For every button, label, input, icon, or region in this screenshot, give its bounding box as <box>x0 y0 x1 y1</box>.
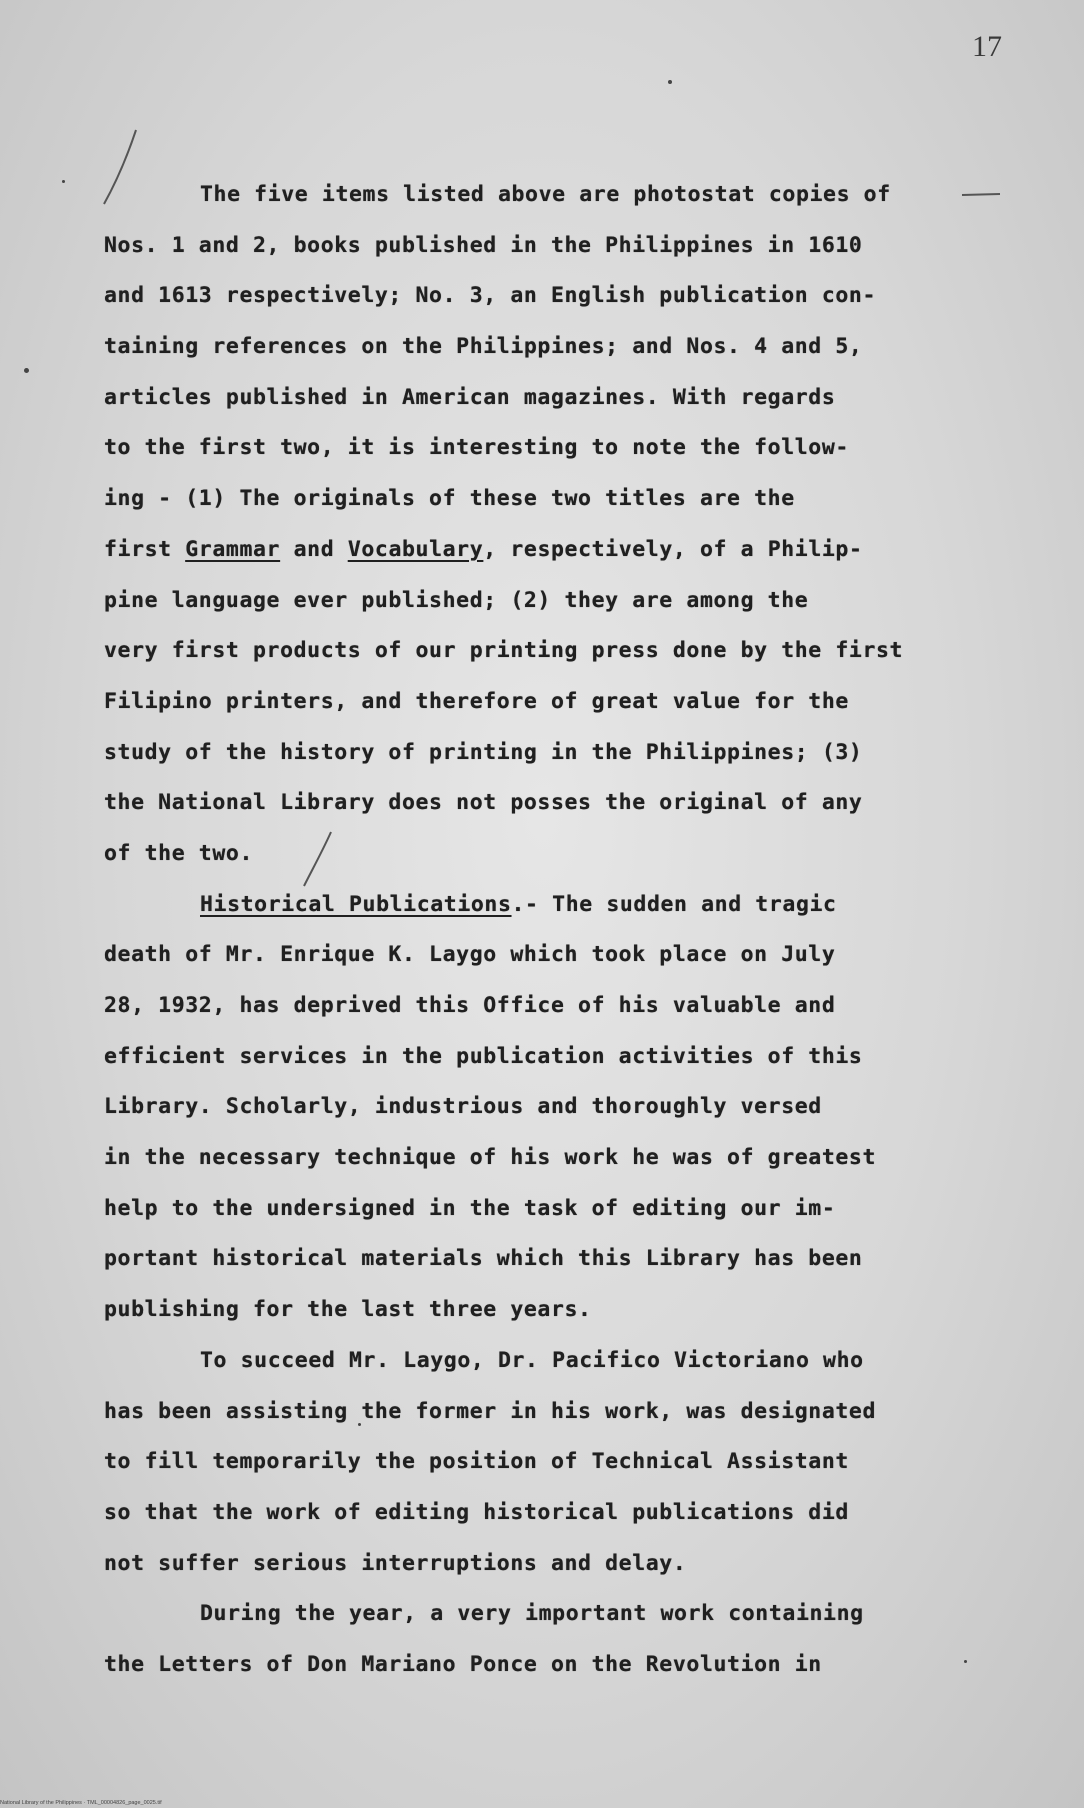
text-line: first Grammar and Vocabulary, respectively, of a Philip- <box>104 536 863 562</box>
text-line: so that the work of editing historical publications did <box>104 1499 849 1525</box>
text-line: publishing for the last three years. <box>104 1297 592 1323</box>
text-line: and 1613 respectively; No. 3, an English publication con- <box>104 283 877 309</box>
text-line: study of the history of printing in the Philippines; (3) <box>104 739 863 765</box>
text-line: pine language ever published; (2) they are among the <box>104 587 809 613</box>
text-line: Historical Publications.- The sudden and tragic <box>200 891 837 917</box>
text-line: efficient services in the publication activities of this <box>104 1043 863 1069</box>
text-line: very first products of our printing press done by the first <box>104 638 904 664</box>
text-line: of the two. <box>104 840 253 866</box>
archive-caption: National Library of the Philippines · TML_00004826_page_0025.tif <box>0 1800 162 1806</box>
text-line: During the year, a very important work containing <box>200 1601 864 1627</box>
underlined-term: Historical Publications <box>200 891 512 917</box>
text-line: Library. Scholarly, industrious and thoroughly versed <box>104 1094 822 1120</box>
text-line: The five items listed above are photostat copies of <box>200 182 891 207</box>
page-number: 17 <box>972 30 1002 63</box>
text-line: help to the undersigned in the task of editing our im- <box>104 1195 836 1221</box>
text-line: to the first two, it is interesting to note the follow- <box>104 435 849 461</box>
paper-speck <box>24 368 29 373</box>
text-line: in the necessary technique of his work he was of greatest <box>104 1145 877 1171</box>
text-line: portant historical materials which this Library has been <box>104 1246 863 1272</box>
text-line: to fill temporarily the position of Technical Assistant <box>104 1449 849 1475</box>
text-line: 28, 1932, has deprived this Office of his valuable and <box>104 993 836 1018</box>
text-line: taining references on the Philippines; and Nos. 4 and 5, <box>104 334 863 360</box>
text-line: not suffer serious interruptions and delay. <box>104 1550 687 1576</box>
document-body <box>104 170 1004 1691</box>
text-line: the National Library does not posses the original of any <box>104 790 863 816</box>
text-line: Nos. 1 and 2, books published in the Philippines in 1610 <box>104 232 863 258</box>
text-line: To succeed Mr. Laygo, Dr. Pacifico Victoriano who <box>200 1347 864 1373</box>
text-line: has been assisting the former in his work, was designated <box>104 1398 877 1424</box>
paper-speck <box>668 80 672 84</box>
text-line: articles published in American magazines. With regards <box>104 384 836 410</box>
text-line: Filipino printers, and therefore of great value for the <box>104 688 849 714</box>
underlined-term: Vocabulary <box>347 536 484 562</box>
paper-speck <box>62 180 65 183</box>
text-line: ing - (1) The originals of these two titles are the <box>104 486 795 512</box>
underlined-term: Grammar <box>185 536 281 562</box>
text-line: death of Mr. Enrique K. Laygo which took place on July <box>104 942 836 968</box>
text-line: the Letters of Don Mariano Ponce on the Revolution in <box>104 1651 822 1677</box>
